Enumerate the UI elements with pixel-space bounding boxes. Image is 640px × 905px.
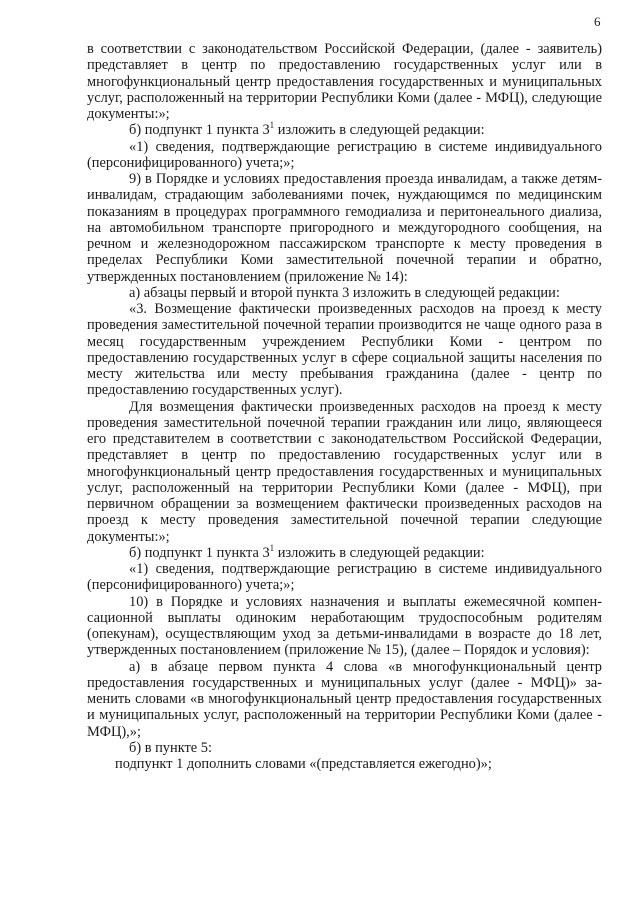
paragraph-quote: «3. Возмещение фактически произведенных расходов на проезд к месту проведения заместительной почечной терапии производится не чаще одного раза в месяц государственным учреждением Республики Коми - центром по предоставлению государственных услуг в сфере социальной защиты населения по месту жительства или месту пребывания гражданина (далее - центр по предоставлению государственных услуг). [87, 301, 602, 399]
paragraph-body: подпункт 1 дополнить словами «(представляется ежегодно)»; [115, 756, 492, 772]
paragraph-body: Для возмещения фактически произведенных расходов на проезд к месту проведения заместительной почечной терапии гражданин или лицо, являющееся его представителем в соответствии с законодательством Российской Федерации, представляет в центр по предоставлению государственных услуг или в многофункциональный центр предоставления государственных и муниципальных услуг, расположенный на территории Республики Коми (далее - МФЦ), при первичном обращении за возмещением фактически произведенных расходов на проезд к месту проведения заместительной почечной терапии следующие документы:»; [87, 398, 602, 545]
paragraph-text: изложить в следующей редакции: [274, 544, 485, 561]
paragraph-quote: «1) сведения, подтверждающие регистрацию в системе индивидуального (персонифицированного) учета;»; [87, 138, 602, 171]
paragraph-item-10: 10) в Порядке и условиях назначения и выплаты ежемесячной компенсационной выплаты одиноким неработающим трудоспособным родителям (опекунам), осуществляющим уход за детьми-инвалидами в возрасте до 18 лет, утвержденных постановлением (приложение № 15), (далее – Порядок и условия): [87, 593, 602, 659]
paragraph-subitem-a: а) в абзаце первом пункта 4 слова «в многофункциональный центр предоставления государственных и муниципальных услуг (далее - МФЦ)» заменить словами «в многофункциональный центр предоставления государственных и муниципальных услуг, расположенный на территории Республики Коми (далее - МФЦ),»; [87, 658, 602, 740]
paragraph-text: изложить в следующей редакции: [274, 122, 485, 139]
paragraph-subitem-b [87, 542, 602, 561]
paragraph-continuation: в соответствии с законодательством Российской Федерации, (далее - заявитель) представляет в центр по предоставлению государственных услуг или в многофункциональный центр предоставления государственных и муниципальных услуг, расположенный на территории Республики Коми (далее - МФЦ), следующие документы:»; [87, 41, 602, 122]
paragraph-subitem-a: а) абзацы первый и второй пункта 3 изложить в следующей редакции: [129, 284, 560, 301]
superscript: 1 [269, 542, 275, 553]
paragraph-subitem-b [87, 122, 602, 138]
document-body [87, 41, 602, 772]
paragraph-subitem-b: б) в пункте 5: [129, 739, 212, 756]
page-number: 6 [594, 14, 601, 29]
paragraph-quote: «1) сведения, подтверждающие регистрацию в системе индивидуального (персонифицированного) учета;»; [87, 561, 602, 594]
superscript: 1 [269, 120, 275, 131]
paragraph-text: б) подпункт 1 пункта 3 [129, 544, 270, 561]
paragraph-item-9: 9) в Порядке и условиях предоставления проезда инвалидам, а также детям-инвалидам, страдающим заболеваниями почек, нуждающимся по медицинским показаниям в процедурах программного гемодиализа и перитонеального диализа, на автомобильном транспорте пригородного и междугородного сообщения, на речном и железнодорожном пассажирском транспорте к месту проведения в пределах Республики Коми заместительной почечной терапии и обратно, утвержденных постановлением (приложение № 14): [87, 171, 602, 285]
paragraph-text: б) подпункт 1 пункта 3 [129, 122, 270, 139]
